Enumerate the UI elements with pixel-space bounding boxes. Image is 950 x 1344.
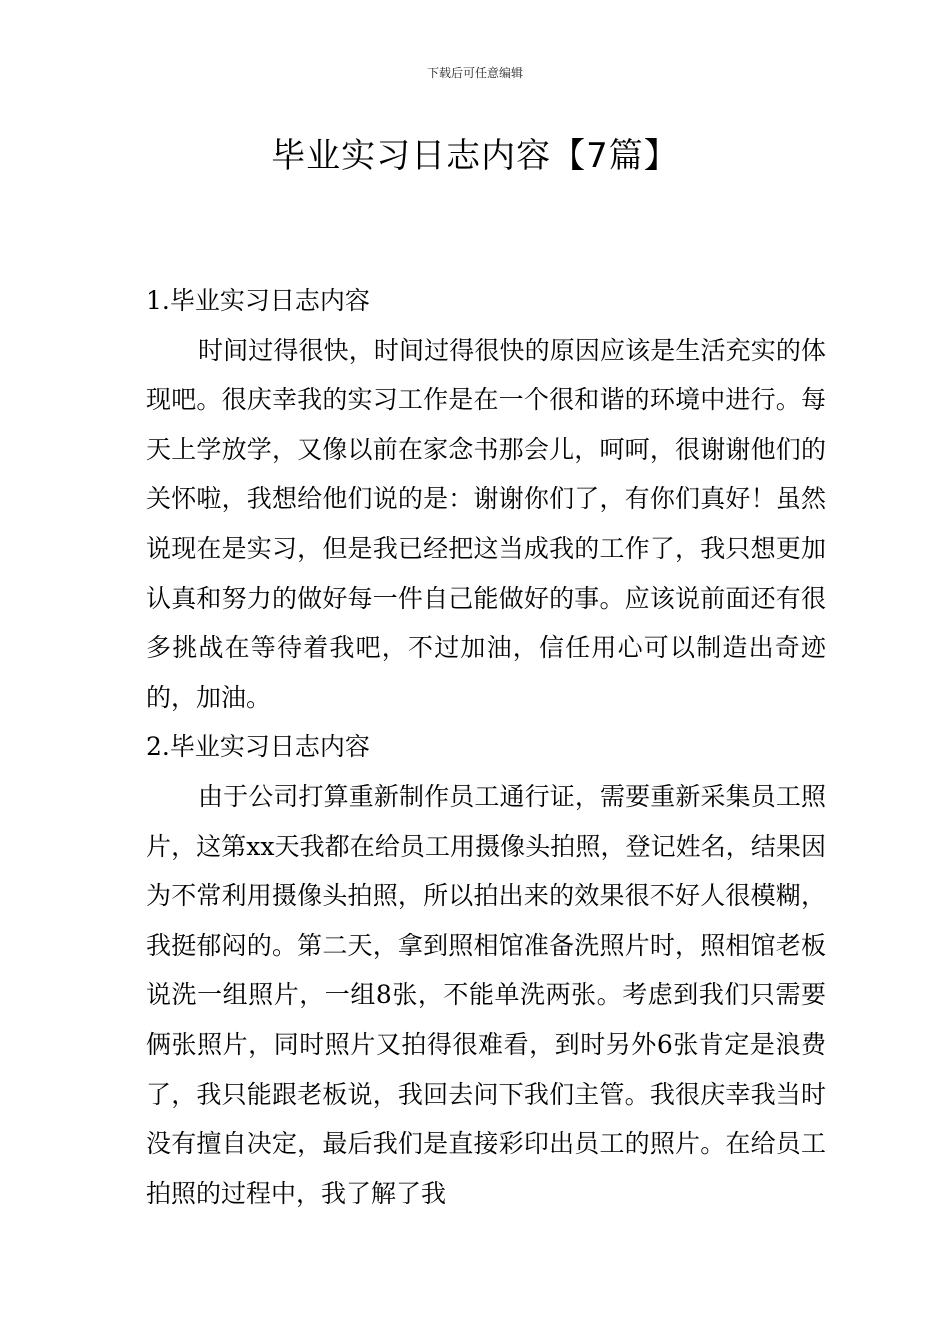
section-heading: 2.毕业实习日志内容 [146,732,370,762]
section-2 [146,722,826,1218]
section-paragraph: 由于公司打算重新制作员工通行证，需要重新采集员工照片，这第xx天我都在给员工用摄像头拍照，登记姓名，结果因为不常利用摄像头拍照，所以拍出来的效果很不好人很模糊，我挺郁闷的。第二天，拿到照相馆准备洗照片时，照相馆老板说洗一组照片，一组8张，不能单洗两张。考虑到我们只需要俩张照片，同时照片又拍得很难看，到时另外6张肯定是浪费了，我只能跟老板说，我回去问下我们主管。我很庆幸我当时没有擅自决定，最后我们是直接彩印出员工的照片。在给员工拍照的过程中，我了解了我 [146,781,826,1208]
document-title: 毕业实习日志内容【7篇】 [271,136,679,176]
section-heading: 1.毕业实习日志内容 [146,286,370,315]
header-note: 下载后可任意编辑 [426,66,523,80]
section-paragraph: 时间过得很快，时间过得很快的原因应该是生活充实的体现吧。很庆幸我的实习工作是在一个很和谐的环境中进行。每天上学放学，又像以前在家念书那会儿，呵呵，很谢谢他们的关怀啦，我想给他们说的是：谢谢你们了，有你们真好！虽然说现在是实习，但是我已经把这当成我的工作了，我只想更加认真和努力的做好每一件自己能做好的事。应该说前面还有很多挑战在等待着我吧，不过加油，信任用心可以制造出奇迹的，加油。 [146,335,826,712]
document-body [146,276,826,1218]
section-1 [146,276,826,722]
